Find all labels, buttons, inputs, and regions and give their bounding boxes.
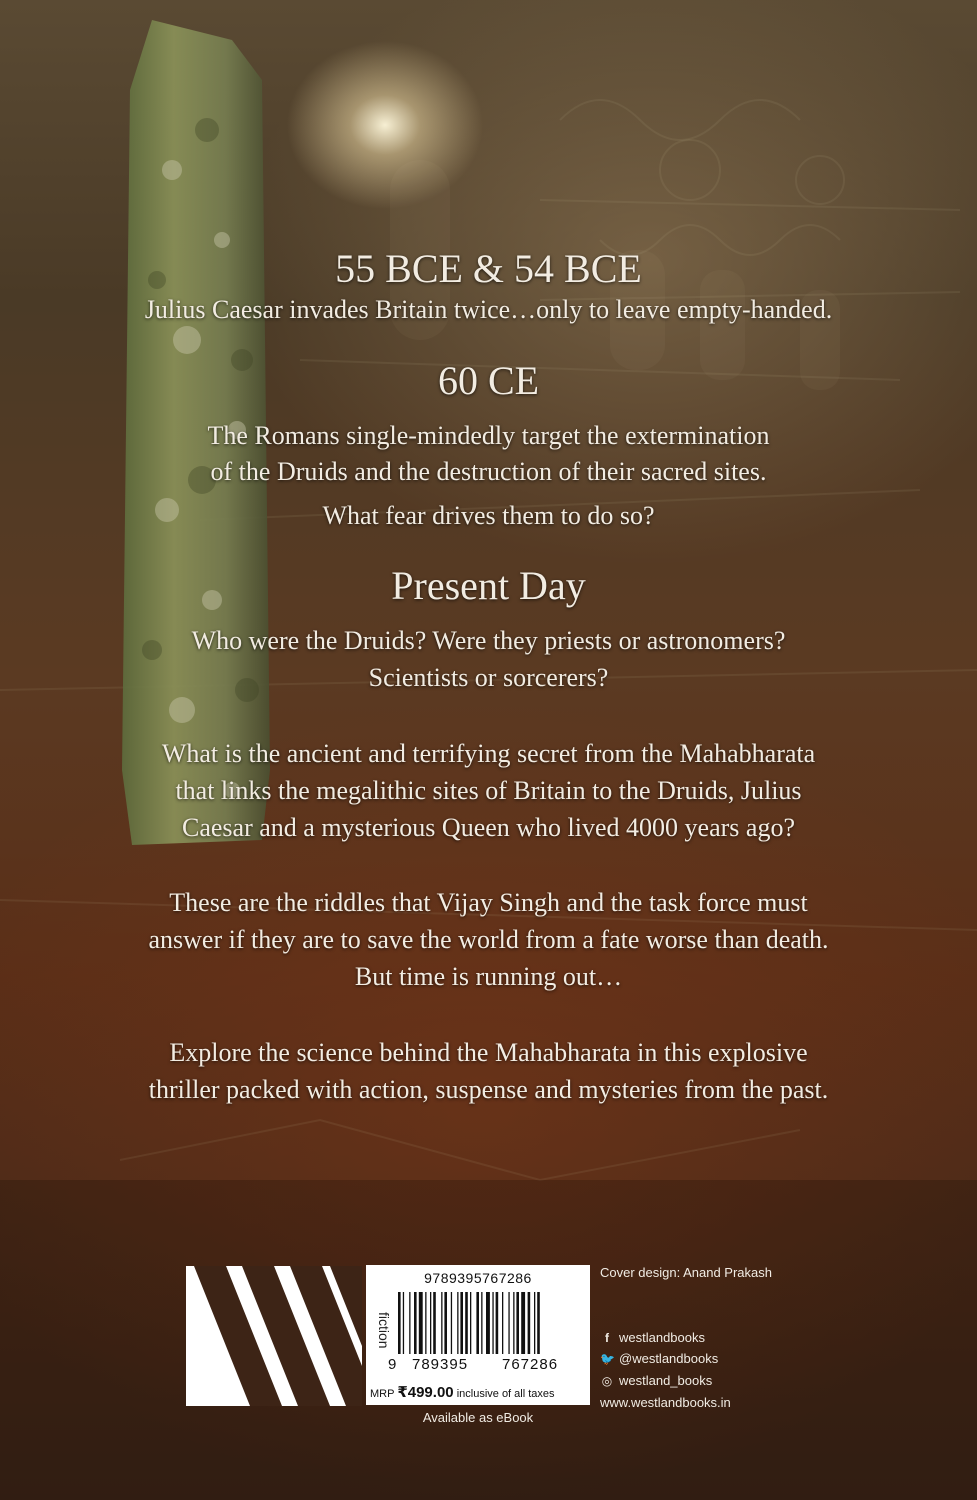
social-twitter[interactable] bbox=[600, 1351, 718, 1366]
isbn-digit-group-1: 789395 bbox=[412, 1356, 469, 1373]
tax-note: inclusive of all taxes bbox=[456, 1388, 555, 1400]
cover-design-credit: Cover design: Anand Prakash bbox=[600, 1265, 772, 1280]
riddles-paragraph-line-2: answer if they are to save the world from a fate worse than death. bbox=[148, 925, 829, 954]
romans-target-line-1: The Romans single-mindedly target the extermination bbox=[207, 421, 770, 450]
druids-question-line-1: Who were the Druids? Were they priests or astronomers? bbox=[191, 626, 786, 655]
social-instagram[interactable] bbox=[600, 1373, 712, 1388]
heading-60-ce: 60 CE bbox=[437, 358, 540, 403]
facebook-handle: westlandbooks bbox=[619, 1330, 705, 1345]
mrp-label: MRP bbox=[370, 1388, 395, 1400]
explore-paragraph-line-2: thriller packed with action, suspense and mysteries from the past. bbox=[148, 1075, 829, 1104]
barcode-bars bbox=[398, 1292, 582, 1354]
westland-w-logo bbox=[186, 1266, 362, 1406]
heading-present-day: Present Day bbox=[391, 563, 586, 608]
isbn-digit-group-2: 767286 bbox=[502, 1356, 559, 1373]
isbn-number: 9789395767286 bbox=[424, 1270, 532, 1286]
price-line bbox=[370, 1383, 555, 1401]
secret-paragraph-line-1: What is the ancient and terrifying secret from the Mahabharata bbox=[161, 739, 816, 768]
instagram-handle: westland_books bbox=[619, 1373, 713, 1388]
druids-question-line-2: Scientists or sorcerers? bbox=[368, 663, 609, 692]
romans-target-line-2: of the Druids and the destruction of their sacred sites. bbox=[210, 457, 767, 486]
facebook-icon: f bbox=[605, 1331, 609, 1345]
isbn-digit-lead: 9 bbox=[388, 1356, 398, 1373]
barcode-box bbox=[366, 1265, 590, 1405]
secret-paragraph-line-2: that links the megalithic sites of Britain to the Druids, Julius bbox=[175, 776, 802, 805]
fear-question: What fear drives them to do so? bbox=[322, 501, 655, 530]
ebook-note: Available as eBook bbox=[422, 1410, 534, 1425]
explore-paragraph-line-1: Explore the science behind the Mahabharata in this explosive bbox=[169, 1038, 808, 1067]
riddles-paragraph-line-3: But time is running out… bbox=[354, 962, 623, 991]
riddles-paragraph-line-1: These are the riddles that Vijay Singh and the task force must bbox=[169, 888, 808, 917]
social-facebook[interactable] bbox=[600, 1330, 705, 1345]
genre-label: fiction bbox=[376, 1311, 392, 1349]
twitter-icon: 🐦 bbox=[600, 1352, 615, 1366]
instagram-icon: ◎ bbox=[601, 1374, 613, 1388]
secret-paragraph-line-3: Caesar and a mysterious Queen who lived 4000 years ago? bbox=[182, 813, 795, 842]
website-link[interactable]: www.westlandbooks.in bbox=[600, 1395, 731, 1410]
heading-55-bce: 55 BCE & 54 BCE bbox=[335, 246, 642, 291]
twitter-handle: @westlandbooks bbox=[619, 1351, 719, 1366]
caesar-invades-text: Julius Caesar invades Britain twice…only to leave empty-handed. bbox=[144, 295, 833, 324]
price-value: ₹499.00 bbox=[397, 1384, 454, 1401]
